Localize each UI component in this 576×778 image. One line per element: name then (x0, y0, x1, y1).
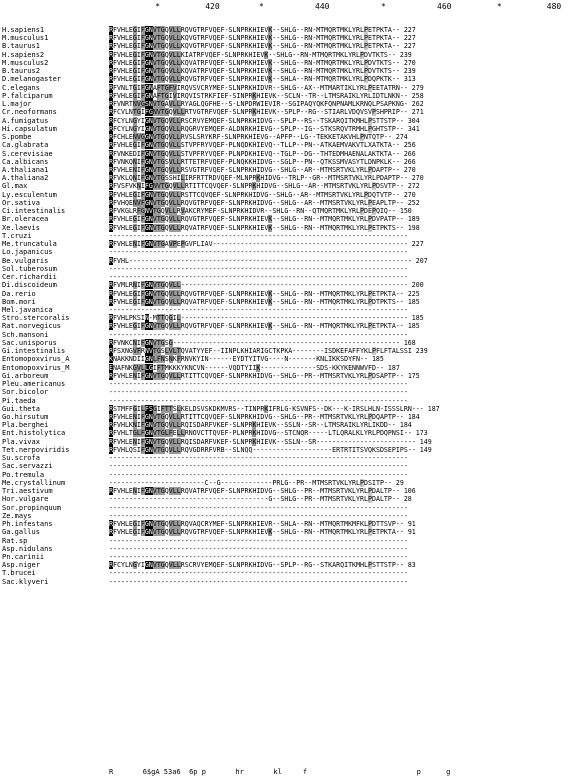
species-label: Sor.bicolor (2, 388, 49, 397)
species-label: A.thaliana1 (2, 165, 49, 174)
species-label: Sac.unisporus (2, 338, 57, 347)
sequence: RFVHLENIFGNVTGQVLLRQVATRFVQEF-SLNPRKHIDVG--SHLG--PR--MTMSRTVKLYRLPDALTP-- 106 (109, 487, 416, 496)
alignment-row (0, 224, 576, 232)
sequence: KNAKKNDIIGNLFNSNKFRNVKYIN------EYDTYITVG----N-------KNLIKKSDYFN-- 185 (109, 355, 384, 364)
species-label: Pleu.americanus (2, 380, 66, 389)
alignment-row (0, 182, 576, 190)
alignment-row (0, 561, 576, 569)
species-label: Cer.richardii (2, 273, 57, 282)
species-label: Bom.mori (2, 297, 36, 306)
sequence: --------------------------------------------------------------------------- (109, 462, 408, 471)
species-label: Ci.intestinalis (2, 207, 66, 216)
alignment-row (0, 265, 576, 273)
alignment-row (0, 388, 576, 396)
species-label: Stro.stercoralis (2, 314, 70, 323)
sequence: --------------------------------------------------------------------------- (109, 454, 408, 463)
alignment-row (0, 405, 576, 413)
sequence: --------------------------------------------------------------------------- (109, 231, 408, 240)
alignment-row (0, 512, 576, 520)
sequence: RFVHLEGIFGNVTGQVLLRQVAQCRYMEF-SLNPRKHIEVR--SHLA--RN--MTMQRTMKMFKLPDTTSVP-- 91 (109, 520, 416, 529)
alignment-row (0, 471, 576, 479)
alignment-row (0, 240, 576, 248)
species-label: H.sapiens1 (2, 26, 45, 34)
sequence: RFVNLTGIFGNAFTGFVIRQVSVCRYMEF-SLNPRKHIDVR--SHLG--AX--MTMARTIKLYRLPEETATRN-- 279 (109, 83, 424, 92)
species-label: Rat.norvegicus (2, 322, 62, 331)
sequence: RFVHLEGIFGNVTGQVLLRQVGTRFVQEF-SLNPRKHIEVK--SHLG--RN--MTMQRTMKLYRLPETPKTA-- 91 (109, 528, 416, 537)
species-label: Ph.infestans (2, 520, 53, 529)
species-label: C.elegans (2, 83, 40, 92)
species-label: Di.discoideum (2, 281, 57, 290)
alignment-row (0, 421, 576, 429)
alignment-row (0, 191, 576, 199)
species-label: Lo.japanicus (2, 248, 53, 257)
alignment-row (0, 158, 576, 166)
sequence: --------------------------------------------------------------------------- (109, 470, 408, 479)
species-label: Ze.mays (2, 511, 32, 520)
sequence: RFCYLNGYIGNVTGQVLLRQGRVYEMQEF-ALDNRKHIEVG--SPLP--IG--STKSRQVTRMHLPGHTSTP-- 341 (109, 124, 420, 133)
alignment-row (0, 504, 576, 512)
sequence: --------------------------------------------------------------------------- (109, 544, 408, 553)
ruler-label: * (381, 2, 386, 11)
alignment-row (0, 257, 576, 265)
sequence: RFVNKQNIFGNVTGSVLLRTTETRFVQEF-PLNQKKHIDVG--SGLP--PN--QTKSSMVASYTLDNPKLK-- 266 (109, 157, 416, 166)
species-label: Ent.histolytica (2, 429, 66, 438)
alignment-row (0, 372, 576, 380)
alignment-row (0, 42, 576, 50)
species-label: Entomopoxvirus_A (2, 355, 70, 364)
alignment-row (0, 462, 576, 470)
alignment-row (0, 314, 576, 322)
consensus-line: R 6$gA 53a6 6p p hr kl f p g (109, 768, 451, 776)
ruler-label: * (259, 2, 264, 11)
species-label: Cr.neoformans (2, 108, 57, 117)
sequence: RFVHLENIFGNVTGQVLLRQISDARFVKEF-SLNPRKHIEVK--SSLN--SR------------------------- 149 (109, 437, 432, 446)
alignment-row (0, 446, 576, 454)
species-label: D.melanogaster (2, 75, 62, 84)
alignment-row (0, 281, 576, 289)
species-label: Hi.capsulatum (2, 124, 57, 133)
sequence: RFVHLEGIFGNVTGQVLLKQVGTRFVQEF-SLNPRKHIEVK--SHLG--RN-MTMQRTMKLYRLPETPKTA-- 227 (109, 34, 416, 43)
sequence: RFVHLEGIFGNVTGQVLLRQVGTRFVQEF-SLNPRKHIEVK--SHLG--RN--MTMQRTMKLYRLPETPKTA-- 225 (109, 289, 420, 298)
sequence: --------------------------------------------------------------------------- (109, 330, 408, 339)
species-label: Ga.gallus (2, 528, 40, 537)
sequence: RFVHLENIFGNVTGQVLLRTITTCQVQEF-SLNPRKHIDVG--SHLG--PR--MTMSRTVKLYRLPDQAPTP-- 184 (109, 413, 420, 422)
sequence: RFVHLEGIFGNVTGQVLLRQVGTRFVQEF-SLNPRKHIEVK--SHLA--RN-MTMQRTMKLYRLPDQPKTK-- 313 (109, 75, 416, 84)
species-label: T.cruzi (2, 231, 32, 240)
sequence: RFVKLQNIFGNVTGSSHILIRFRTTRDVQEF-MLNPRKHIDVG--TRLP--GR--MTMSRTVKLYRLPDAPTP-- 270 (109, 174, 424, 183)
alignment-row (0, 92, 576, 100)
sequence: RFVHLEGIFGNVTGQVLLKQVGTRFVQEF-SLNPRKHIEVK--SHLG--RN-MTMQRTMKLYRLPETPKTA-- 227 (109, 42, 416, 51)
sequence: RFVHLKNIFGNVTGQVLLRQISDARFVKEF-SLNPRKHIEVK--SSLN--SR--LTMSRAIKLYRLIKDD-- 184 (109, 421, 412, 430)
species-label: Sch.mansoni (2, 330, 49, 339)
alignment-row (0, 232, 576, 240)
sequence: RFVHLEGIFGNVTGQVLLSTVPFRYVQEF-PLNQDKHIEVQ--TLLP--PN--ATKAEMVAKVTLXATKTA-- 256 (109, 141, 416, 150)
sequence: RFVHLENIFGNVTGQVLLRTITTCQVQEF-SLNPRKHIDVG--SHLG--PR--MTMSRTVKLYRLPDSAPTP-- 175 (109, 371, 420, 380)
alignment-row (0, 133, 576, 141)
species-label: Rat.sp (2, 536, 28, 545)
alignment-row (0, 150, 576, 158)
alignment-row (0, 569, 576, 577)
species-label: Mel.javanica (2, 305, 53, 314)
sequence: RFVHLEGIFGNVTGQVLLKQVATRFVQEF-SLNPRKHIEVK--SHLG--RN-MTMQRTMKLYRLPDVTKTS-- 239 (109, 67, 416, 76)
alignment-row (0, 553, 576, 561)
species-label: A.fumigatus (2, 116, 49, 125)
ruler-label: * (496, 2, 502, 11)
alignment-row (0, 578, 576, 586)
species-label: Ca.glabrata (2, 141, 49, 150)
alignment-row (0, 174, 576, 182)
sequence: RFCYLNGYIGNVTGQVLLRSCRVYEMQEF-SLNPRKHIDVG--SPLP--RG--STKARQITKMHLPSTTSTP-- 83 (109, 561, 416, 570)
alignment-row (0, 248, 576, 256)
alignment-row (0, 454, 576, 462)
alignment-row (0, 479, 576, 487)
sequence: RFVHQENVFGNVTGQVLLRQVGTRFVQEF-SLNPRKHIDVG--SHLG--AR--MTMSRTVKLYRLPEAPLTP-- 252 (109, 198, 420, 207)
sequence: RFVNRTNVGSNVTGAVLLRYAGLQGFHE--S-LNPDRWIEVIR--SGIPAQYQKFQNPNAMLKRNQLPSAPKNG- 262 (109, 100, 424, 109)
species-label: H.sapiens2 (2, 50, 45, 59)
ruler-label: 480 (546, 2, 562, 11)
sequence: RFVHLENIFGNVTGQVLLRSVGTRFVQEF-SLNPRKHIDVG--SHLG--AR--MTMSRTVKLYRLPDAPTP-- 270 (109, 165, 416, 174)
species-label: Be.vulgaris (2, 256, 49, 265)
alignment-row (0, 141, 576, 149)
ruler-label: 460 (437, 2, 452, 11)
alignment-row (0, 166, 576, 174)
species-label: Ly.esculentum (2, 190, 57, 199)
alignment-row (0, 100, 576, 108)
sequence: --------------------------------------------------------------------------- (109, 569, 408, 578)
species-label: Tri.aestivum (2, 487, 53, 496)
species-label: Pn.carinii (2, 553, 45, 561)
alignment-row (0, 339, 576, 347)
sequence: RFCHLENVGGNVTGQVLLRVSLSRYKRF-SLNPRKHIEVG--APFP--LG--TEKKETAKVHLPNTQTP-- 274 (109, 133, 408, 142)
alignment-row (0, 215, 576, 223)
species-label: M.musculus1 (2, 34, 49, 43)
species-label: Br.oleracea (2, 215, 49, 224)
sequence: --------------------------------------------------------------------------- (109, 553, 408, 561)
alignment-row (0, 520, 576, 528)
species-label: S.pombe (2, 133, 32, 142)
alignment-row (0, 438, 576, 446)
species-label: S.cerevisiae (2, 149, 53, 158)
sequence: --------------------------------------------------------------------------- (109, 511, 408, 520)
alignment-row (0, 487, 576, 495)
species-label: Me.truncatula (2, 240, 57, 249)
alignment-row (0, 108, 576, 116)
sequence: --------------------------------------------------------------------------- (109, 264, 408, 273)
sequence: --------------------------------------------------------------------------- (109, 577, 408, 586)
alignment-row (0, 207, 576, 215)
species-label: Gui.theta (2, 404, 40, 413)
sequence: RFSXNGVFRNVTGSLVLTQVATYYEF--IINPLKHIARIGCTKPKA--------ISDKEFAFFYKLPFLFTALSSI 239 (109, 347, 428, 356)
species-label: Or.sativa (2, 198, 40, 207)
sequence: RFCVLNTGIFGNVTGQVLLRTVGTRFVQEF-SLNPRKHIEVK--SPLP--RG--STIARLVDQVSVPSHPRIP-- 271 (109, 108, 424, 117)
species-label: Pla.vivax (2, 437, 40, 446)
sequence: RFVNKEDIFGNVTGQVLLSTVPFRYVQEF-PLNPDKHIEVQ--TGLP--DG--THTEDMHAENALAKTKTA-- 266 (109, 149, 416, 158)
alignment-row (0, 84, 576, 92)
sequence: --------------------------------------------------------------------------- (109, 305, 408, 314)
sequence: --------------------------------------------------------------------------- (109, 536, 408, 545)
species-label: Sor.propinquum (2, 503, 62, 512)
alignment-row (0, 528, 576, 536)
species-label: Pi.taeda (2, 396, 36, 405)
sequence: RFVHLEGIFGNVTGQVLLKQVATRFVQEF-SLNPRKHIEVK--SHLG--RN-MTMQRTMKLYRLPDVTKTS-- 270 (109, 58, 416, 67)
alignment-row (0, 117, 576, 125)
ruler-label: 420 (205, 2, 220, 11)
species-label: P.falciparum (2, 91, 53, 100)
sequence: RFVHLEGIFGNVTGQVLLRQVATRFVQEF-SLNPRKHIEVK--SHLG--RN--MTMQRTMKLYRLPDTPKTS-- 185 (109, 297, 420, 306)
ruler-label: 440 (315, 2, 330, 11)
sequence: RFVHLPKSIN-MTTQGIL--------------------------------------------------------- 185 (109, 314, 424, 323)
species-label: Su.scrofa (2, 454, 40, 463)
sequence: --------------------------------------------------------------------------- (109, 503, 408, 512)
species-label: Asp.nidulans (2, 544, 53, 553)
alignment-row (0, 75, 576, 83)
sequence: RFVHLEGIFGNVTGQVLLRSTTCQVQEF-SLNPRKHIDVG--SHLG--AR--MTMSRTVKLYRLPDQTVTP-- 270 (109, 190, 416, 199)
alignment-row (0, 364, 576, 372)
sequence: ------------------------C--G-------------PRLG--PR--MTMSRTVKLYRLPDSITP-- 29 (109, 478, 404, 487)
sequence: --------------------------------------------------------------------------- (109, 388, 408, 397)
sequence: RFVHLEGIFGNAFTGIVIRQVISTRKFIEF-SINPRKHIEVK--SCLN--TR--LTMSRAIKLYRLIDTLNKN-- 258 (109, 91, 424, 100)
species-label: B.taurus2 (2, 67, 40, 76)
sequence: RFVHLEGIFGNVTGQVLLRQVGTRFVQEF-SLNPRKHIEVK--SHLG--RN--MTMQRTMKLYRLPDVPATP-- 189 (109, 215, 420, 224)
alignment-row (0, 545, 576, 553)
sequence: RFVSFVKNIFGNVTGQVLLRTITTCQVQEF-SLNPRKHIDVG--SHLG--AR--MTMSRTVKLYRLPDSVTP-- 272 (109, 182, 420, 191)
species-label: B.taurus1 (2, 42, 40, 51)
sequence: --------------------------------------------------------------------------- (109, 248, 408, 257)
alignment-row (0, 413, 576, 421)
alignment-row (0, 290, 576, 298)
sequence: ENAFNKGVLLGIFTMKKKYKNCVN------VQDTYIIK--------------SDS-KKYKENNWVFD-- 187 (109, 363, 400, 372)
sequence: RFVHLEGIFGNVTGQVLLRQVGTRFVQEF-SLNPRKHIEVK--SHLG--RN-MTMQRTMKLYRLPETPKTA-- 227 (109, 26, 416, 34)
alignment-row (0, 347, 576, 355)
position-ruler (0, 2, 576, 24)
sequence: RSTMFFGILFSGIFTTSLKELDSVSKDKMVRS--TINPRKIFRLG-KSVNFS--DK---K-IRSLHLN-ISSSLRN--- 187 (109, 404, 440, 413)
alignment-row (0, 322, 576, 330)
species-label: A.thaliana2 (2, 174, 49, 183)
alignment-row (0, 355, 576, 363)
alignment-row (0, 298, 576, 306)
sequence: --------------------------------------------------------------------------- (109, 380, 408, 389)
alignment-row (0, 199, 576, 207)
species-label: Asp.niger (2, 561, 40, 570)
species-label: Gi.arboreum (2, 371, 49, 380)
alignment-row (0, 273, 576, 281)
sequence: RFVHLENIFGNVTGAVPEPGVFLIAV------------------------------------------------- 227 (109, 240, 424, 249)
sequence: RFVHLEGIFGNVTGQVLLRQVATRFVQEF-SLNPRKHIEVK--SHLG--RN--MTMQRTMKLYRLPETPKTS-- 198 (109, 223, 420, 232)
sequence: RFVHL----------------------------------------------------------------------- 207 (109, 256, 428, 265)
species-label: Hor.vulgare (2, 495, 49, 504)
alignment-row (0, 397, 576, 405)
species-label: L.major (2, 100, 32, 109)
species-label: Gl.max (2, 182, 28, 191)
species-label: Entomopoxvirus_M (2, 363, 70, 372)
sequence: RFVKGLRFGNVTGQVLLRVAKCRYMEF-SLNPRKHIDVR--SHLG--RN--QTMQRTMKLYRLPDEPQIQ-- 150 (109, 207, 412, 216)
ruler-label: * (155, 2, 161, 11)
alignment-row (0, 537, 576, 545)
species-label: Sol.tuberosum (2, 264, 57, 273)
species-label: Sac.klyveri (2, 577, 49, 586)
alignment-row (0, 59, 576, 67)
alignment-row (0, 495, 576, 503)
species-label: Sac.servazzi (2, 462, 53, 471)
species-label: T.brucei (2, 569, 36, 578)
alignment-row (0, 26, 576, 34)
species-label: Pla.berghei (2, 421, 49, 430)
alignment-row (0, 34, 576, 42)
alignment-row (0, 429, 576, 437)
species-label: Tet.nerpoviridis (2, 445, 70, 454)
species-label: Xe.laevis (2, 223, 40, 232)
alignment-row (0, 380, 576, 388)
sequence: --------------------------------------------------------------------------- (109, 273, 408, 282)
species-label: Me.crystallinum (2, 478, 66, 487)
alignment-row (0, 331, 576, 339)
sequence: --------------------------------------------------------------------------- (109, 396, 408, 405)
sequence: RFVMLRNIFGNVTGQVLL--------------------------------------------------------- 200 (109, 281, 424, 290)
sequence: RFVNKCNIFGNVTGSG--------------------------------------------------------- 168 (109, 338, 416, 347)
species-label: Ca.albicans (2, 157, 49, 166)
sequence: RFVHLEGIFGNVTGQVLLKIATRFVQEF-SLNPRKHIEVK--SHLG--RN-MTMQRTMKLYRLPDVTKTS-- 239 (109, 50, 412, 59)
species-label: M.musculus2 (2, 58, 49, 67)
species-label: Da.rerio (2, 289, 36, 298)
alignment-row (0, 306, 576, 314)
species-label: Po.tremula (2, 470, 45, 479)
sequence: RFVHLTGLFGNVTGLFELLRNOVCTTQVEF-PLNPRKHIDVG--STCNQR-----LTLQRALKLYRLPDQPNSI-- 173 (109, 429, 428, 438)
alignment-row (0, 125, 576, 133)
species-label: Go.hirsutum (2, 413, 49, 422)
alignment-row (0, 67, 576, 75)
sequence-alignment (0, 26, 576, 586)
species-label: Gi.intestinalis (2, 347, 66, 356)
sequence: RFVHLQSIFGNVTGQVLLRQVGDRRFVRB--SLNQQ--------------------ERTRTITSVQKSDSEPIPS-- 149 (109, 445, 432, 454)
sequence: RFVHLEGIFGNVTGQVLLRQVGTRFVQEF-SLNPRKHIEVK--SHLG--RN--MTMQRTMKLYRLPETPKTA-- 185 (109, 322, 420, 331)
sequence: RFCYLNGYIGNVTGQVLLRSCRVYEMQEF-SLNPRKHIDVG--SPLP--RS--TSKARQITKMHLPSTTSTP-- 304 (109, 116, 420, 125)
alignment-row (0, 51, 576, 59)
sequence: ----------------------------------------G--SHLG--PR--MTMSRTVKLYRLPDALTP-- 28 (109, 495, 412, 504)
